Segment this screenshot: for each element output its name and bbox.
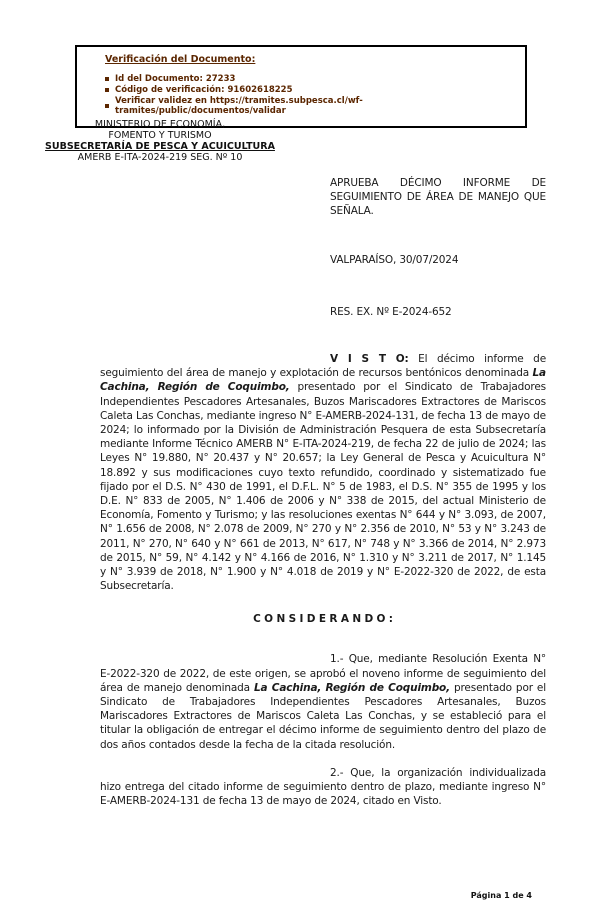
title-block [330,176,546,318]
visto-label: V I S T O: [330,353,409,365]
page-number: Página 1 de 4 [470,891,532,900]
list-item [105,96,515,116]
considerando-heading: C O N S I D E R A N D O : [253,613,393,626]
amerb-reference: AMERB E-ITA-2024-219 SEG. Nº 10 [77,152,243,163]
ministry-line-1: MINISTERIO DE ECONOMÍA, [94,119,226,130]
place-and-date: VALPARAÍSO, 30/07/2024 [330,254,459,266]
list-item [105,74,515,84]
visto-text: presentado por el Sindicato de Trabajadores Independientes Pescadores Artesanales, Buzos Mariscadores Extractores de Mariscos Caleta Las Conchas, mediante ingreso N° E-AMERB-2024-131, de fecha 13 de mayo de 2024; lo informado por la División de Administración Pesquera de esta Subsecretaría mediante Informe Técnico AMERB N° E-ITA-2024-219, de fecha 22 de julio de 2024; las Leyes N° 19.880, N° 20.437 y N° 20.657; la Ley General de Pesca y Acuicultura N° 18.892 y sus modificaciones cuyo texto refundido, coordinado y sistematizado fue fijado por el D.S. N° 430 de 1991, el D.F.L. N° 5 de 1983, el D.S. N° 355 de 1995 y los D.E. N° 833 de 2005, N° 1.406 de 2006 y N° 338 de 2015, del actual Ministerio de Economía, Fomento y Turismo; y las resoluciones exentas N° 644 y N° 3.093, de 2007, N° 1.656 de 2008, N° 2.078 de 2009, N° 270 y N° 2.356 de 2010, N° 53 y N° 3.243 de 2011, N° 270, N° 640 y N° 661 de 2013, N° 617, N° 748 y N° 3.366 de 2014, N° 2.973 de 2015, N° 59, N° 4.142 y N° 4.166 de 2016, N° 1.310 y N° 3.211 de 2017, N° 1.145 y N° 3.939 de 2018, N° 1.900 y N° 4.018 de 2019 y N° E-2022-320 de 2022, de esta Subsecretaría. [100,381,546,593]
resolution-number: RES. EX. Nº E-2024-652 [330,306,452,318]
verification-title: Verificación del Documento: [105,54,256,65]
list-item [105,85,515,95]
bullet-icon [105,104,109,108]
area-name-emphasis: La Cachina, Región de Coquimbo, [100,367,546,394]
subsecretaria-line: SUBSECRETARÍA DE PESCA Y ACUICULTURA [45,141,275,152]
resolution-subject: APRUEBA DÉCIMO INFORME DE SEGUIMIENTO DE ÁREA DE MANEJO QUE SEÑALA. [330,177,546,217]
verification-url: Verificar validez en https://tramites.subpesca.cl/wf-tramites/public/documentos/validar [115,96,363,116]
bullet-icon [105,88,109,92]
verification-list [105,74,515,116]
considerando-paragraph-2: 2.- Que, la organización individualizada hizo entrega del citado informe de seguimiento dentro de plazo, mediante ingreso N° E-AMERB-2024-131 de fecha 13 de mayo de 2024, citado en Visto. [100,766,546,808]
bullet-icon [105,77,109,81]
ministry-line-2: FOMENTO Y TURISMO [108,130,212,141]
verification-code: Código de verificación: 91602618225 [115,85,293,95]
document-body [100,352,546,808]
considerando-1-text: 1.- Que, mediante Resolución Exenta N° E-2022-320 de 2022, de este origen, se aprobó el noveno informe de seguimiento del área de manejo denominada [100,653,546,694]
area-name-emphasis: La Cachina, Región de Coquimbo, [253,681,450,694]
verification-box [75,45,527,128]
letterhead [15,119,305,163]
visto-paragraph [100,352,546,593]
visto-text: El décimo informe de seguimiento del área de manejo y explotación de recursos bentónicos denominada [100,353,546,380]
considerando-1-text: presentado por el Sindicato de Trabajadores Independientes Pescadores Artesanales, Buzos Mariscadores Extractores de Mariscos Caleta Las Conchas, y se estableció para el titular la obligación de entregar el décimo informe de seguimiento dentro del plazo de dos años contados desde la fecha de la citada resolución. [100,681,546,751]
considerando-paragraph-1 [100,652,546,751]
verification-doc-id: Id del Documento: 27233 [115,74,236,84]
